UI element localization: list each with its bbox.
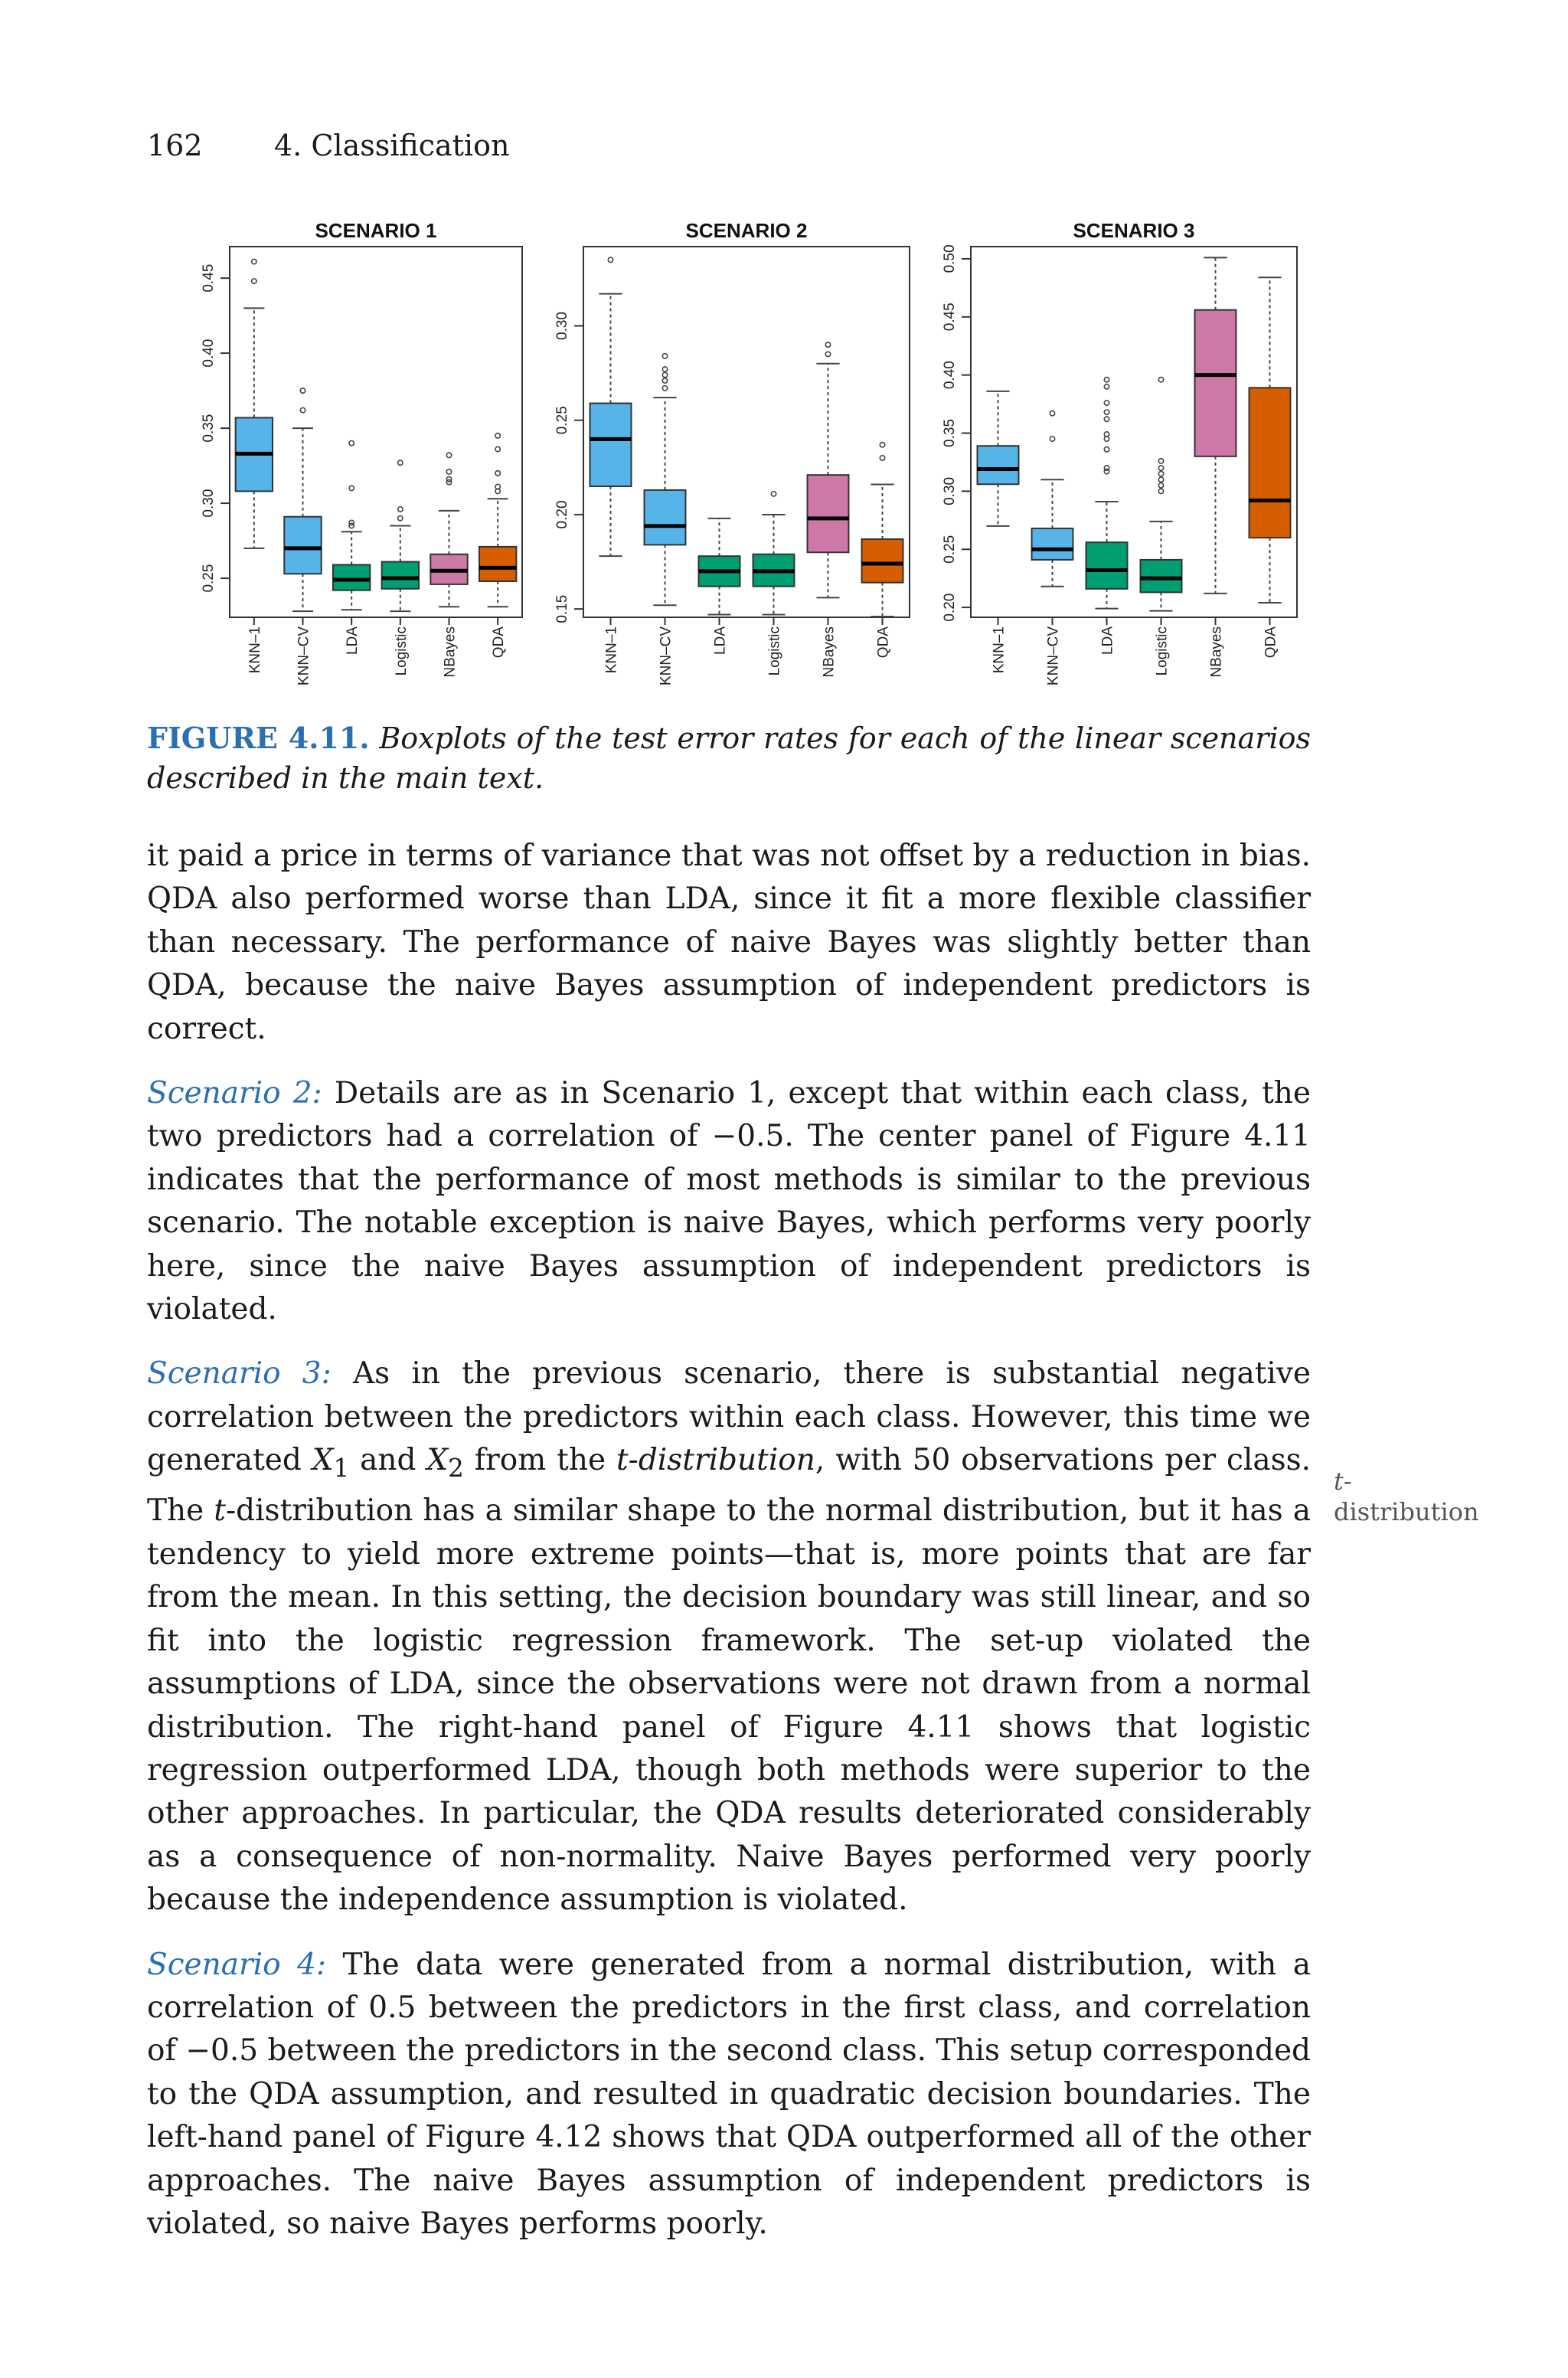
outlier-point <box>662 372 667 377</box>
scenario-4-text: The data were generated from a normal distribution, with a correlation of 0.5 between the predictors in the first class, and correlation of −0.5 between the predictors in the second class. This setup corresponded to the QDA assumption, and resulted in quadratic decision boundaries. The left-hand panel of Figure 4.12 shows that QDA outperformed all of the other approaches. The naive Bayes assumption of independent predictors is violated, so naive Bayes performs poorly. <box>147 1947 1311 2241</box>
outlier-point <box>446 453 451 457</box>
paragraph-1-text: it paid a price in terms of variance that was not offset by a reduction in bias. QDA also performed worse than LDA, since it fit a more flexible classifier than necessary. The performance of naive Bayes was slightly better than QDA, because the naive Bayes assumption of independent predictors is correct. <box>147 839 1311 1046</box>
math-sub-2: 2 <box>448 1454 464 1483</box>
outlier-point <box>1158 477 1163 482</box>
y-tick-label: 0.15 <box>554 594 570 623</box>
t-distribution-term: t-distribution <box>616 1443 815 1478</box>
outlier-point <box>1104 410 1109 414</box>
outlier-point <box>252 279 256 283</box>
outlier-point <box>1104 417 1109 421</box>
scenario-3-text-b: , with 50 observations per class. The <box>147 1443 1311 1529</box>
y-tick-label: 0.45 <box>942 303 958 332</box>
box <box>479 547 516 581</box>
chart-title: SCENARIO 2 <box>685 219 808 242</box>
chapter-title: 4. Classification <box>274 129 510 162</box>
y-tick-label: 0.40 <box>201 339 217 368</box>
outlier-point <box>398 460 403 465</box>
outlier-point <box>1158 466 1163 470</box>
outlier-point <box>608 257 612 262</box>
outlier-point <box>349 440 354 445</box>
outlier-point <box>1104 447 1109 452</box>
chart-panel-1 <box>201 219 522 685</box>
outlier-point <box>300 388 305 393</box>
math-t: t <box>214 1493 226 1529</box>
math-x: X <box>426 1443 449 1478</box>
outlier-point <box>1050 411 1054 416</box>
scenario-2-label: Scenario 2: <box>147 1076 322 1111</box>
x-tick-label: QDA <box>1263 626 1279 659</box>
x-tick-label: KNN–1 <box>603 626 620 674</box>
outlier-point <box>1104 466 1109 470</box>
box <box>645 490 686 545</box>
y-tick-label: 0.35 <box>942 419 958 448</box>
y-tick-label: 0.50 <box>942 244 958 273</box>
x-tick-label: Logistic <box>393 626 410 676</box>
y-tick-label: 0.40 <box>942 361 958 390</box>
plot-frame <box>230 247 522 617</box>
paragraph-scenario-2 <box>147 1072 1311 1331</box>
outlier-point <box>662 354 667 358</box>
y-tick-label: 0.20 <box>554 500 570 529</box>
box <box>1195 310 1236 456</box>
plot-frame <box>971 247 1297 617</box>
scenario-3-text-a: As in the previous scenario, there is substantial negative correlation between the predictors within each class. However, this time we generated <box>147 1356 1311 1478</box>
x-tick-label: KNN–1 <box>991 626 1008 674</box>
outlier-point <box>825 342 830 347</box>
figure-label: FIGURE 4.11. <box>147 721 370 755</box>
box <box>1141 560 1182 592</box>
x-tick-label: LDA <box>345 626 361 655</box>
box <box>808 475 849 552</box>
outlier-point <box>300 407 305 412</box>
outlier-point <box>662 378 667 383</box>
chart-title: SCENARIO 1 <box>315 219 437 242</box>
x-tick-label: KNN–CV <box>1045 626 1062 686</box>
margin-note-line-1: t- <box>1334 1467 1352 1496</box>
outlier-point <box>1158 489 1163 493</box>
outlier-point <box>495 446 500 451</box>
y-tick-label: 0.30 <box>201 489 217 518</box>
outlier-point <box>252 259 256 263</box>
box <box>284 517 321 574</box>
box <box>862 539 903 583</box>
chart-title: SCENARIO 3 <box>1073 219 1195 242</box>
outlier-point <box>880 456 884 460</box>
outlier-point <box>1158 483 1163 488</box>
outlier-point <box>398 507 403 512</box>
y-tick-label: 0.25 <box>201 564 217 593</box>
x-tick-label: QDA <box>491 626 508 659</box>
box <box>1086 542 1128 589</box>
x-tick-label: Logistic <box>1154 626 1171 676</box>
y-tick-label: 0.20 <box>942 593 958 622</box>
scenario-2-text: Details are as in Scenario 1, except that within each class, the two predictors had a correlation of −0.5. The center panel of Figure 4.11 indicates that the performance of most methods is similar to the previous scenario. The notable exception is naive Bayes, which performs very poorly here, since the naive Bayes assumption of independent predictors is violated. <box>147 1076 1311 1327</box>
box <box>382 561 419 588</box>
body-text <box>147 835 1311 2267</box>
x-tick-label: LDA <box>712 626 729 655</box>
figure-caption <box>147 718 1311 798</box>
chart-panel-3 <box>942 219 1297 685</box>
x-tick-label: KNN–CV <box>658 626 675 686</box>
outlier-point <box>662 386 667 391</box>
outlier-point <box>349 486 354 490</box>
paragraph-scenario-4 <box>147 1944 1311 2246</box>
outlier-point <box>398 515 403 520</box>
x-tick-label: Logistic <box>766 626 783 676</box>
outlier-point <box>446 469 451 474</box>
figure-caption-text: Boxplots of the test error rates for each of the linear scenarios described in the main text. <box>147 721 1311 795</box>
x-tick-label: KNN–1 <box>247 626 263 674</box>
math-sub-1: 1 <box>333 1454 350 1483</box>
outlier-point <box>1104 401 1109 405</box>
y-tick-label: 0.30 <box>942 476 958 505</box>
x-tick-label: NBayes <box>1208 626 1225 678</box>
outlier-point <box>1158 471 1163 476</box>
outlier-point <box>1050 437 1054 441</box>
x-tick-label: NBayes <box>821 626 838 678</box>
box <box>978 446 1019 484</box>
box <box>333 564 370 590</box>
page-number: 162 <box>147 129 203 162</box>
scenario-3-text-c: -distribution has a similar shape to the normal distribution, but it has a tendency to yield more extreme points—that is, more points that are far from the mean. In this setting, the decision boundary was still linear, and so fit into the logistic regression framework. The set-up violated the assumptions of LDA, since the observations were not drawn from a normal distribution. The right-hand panel of Figure 4.11 shows that logistic regression outperformed LDA, though both methods were superior to the other approaches. In particular, the QDA results deteriorated considerably as a consequence of non-normality. Naive Bayes performed very poorly because the independence assumption is violated. <box>147 1493 1311 1918</box>
y-tick-label: 0.25 <box>942 535 958 564</box>
text-and: and <box>349 1443 427 1478</box>
outlier-point <box>662 367 667 371</box>
outlier-point <box>1158 459 1163 463</box>
text-from: from the <box>463 1443 616 1478</box>
x-tick-label: KNN–CV <box>296 626 312 686</box>
outlier-point <box>825 352 830 356</box>
paragraph-scenario-3 <box>147 1353 1311 1922</box>
box <box>590 404 632 486</box>
outlier-point <box>1158 378 1163 382</box>
y-tick-label: 0.45 <box>201 263 217 293</box>
box <box>1032 528 1073 560</box>
outlier-point <box>880 443 884 447</box>
chart-panel-2 <box>554 219 910 685</box>
scenario-3-label: Scenario 3: <box>147 1356 332 1392</box>
x-tick-label: QDA <box>875 626 892 659</box>
scenario-4-label: Scenario 4: <box>147 1947 327 1982</box>
margin-note-line-2: distribution <box>1334 1497 1479 1526</box>
x-tick-label: NBayes <box>442 626 459 678</box>
box <box>1250 388 1291 538</box>
boxplot-figure <box>0 0 1568 705</box>
x-tick-label: LDA <box>1099 626 1116 655</box>
outlier-point <box>495 471 500 476</box>
y-tick-label: 0.30 <box>554 312 570 340</box>
y-tick-label: 0.25 <box>554 406 570 435</box>
margin-note <box>1334 1466 1510 1527</box>
outlier-point <box>495 433 500 438</box>
plot-frame <box>583 247 910 617</box>
outlier-point <box>771 492 776 496</box>
outlier-point <box>1104 378 1109 382</box>
math-x: X <box>312 1443 334 1478</box>
y-tick-label: 0.35 <box>201 414 217 443</box>
outlier-point <box>1104 384 1109 389</box>
paragraph-1 <box>147 835 1311 1051</box>
